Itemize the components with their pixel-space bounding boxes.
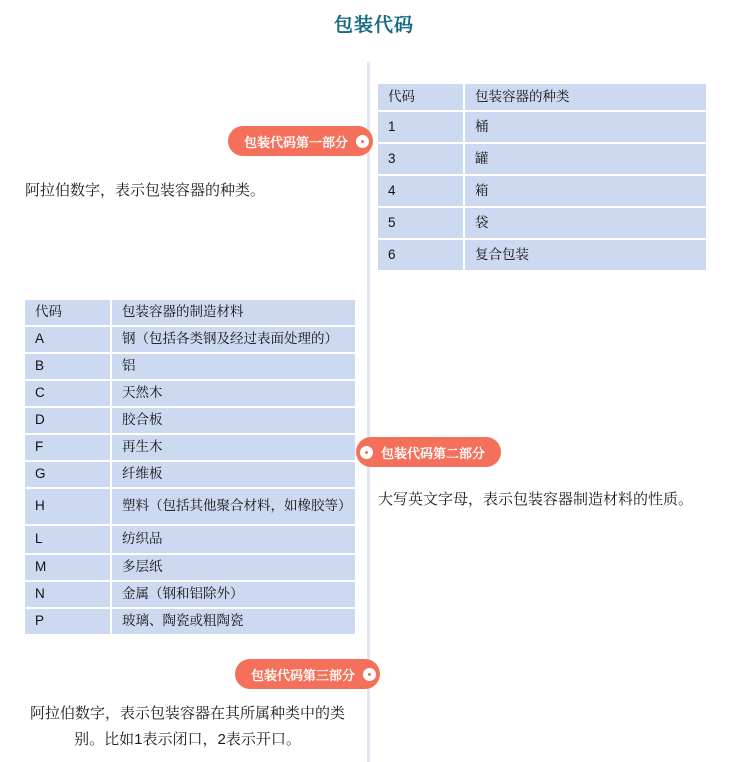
table-header-row	[25, 300, 355, 325]
table-row	[378, 176, 706, 206]
table-cell: 多层纸	[112, 555, 355, 580]
table-row	[25, 408, 355, 433]
target-ring-icon	[360, 446, 373, 459]
table-cell: 3	[378, 144, 463, 174]
table-cell: 复合包装	[465, 240, 706, 270]
table-cell: 纤维板	[112, 462, 355, 487]
table-cell: 罐	[465, 144, 706, 174]
table-row	[25, 582, 355, 607]
table-row	[378, 144, 706, 174]
table-header-cell: 代码	[378, 84, 463, 110]
table-cell: N	[25, 582, 110, 607]
badge-part1	[228, 126, 373, 156]
table-cell: B	[25, 354, 110, 379]
badge-part2-label: 包装代码第二部分	[381, 445, 486, 461]
badge-part3	[235, 659, 380, 689]
table-row	[378, 240, 706, 270]
table-row	[25, 555, 355, 580]
table-cell: 胶合板	[112, 408, 355, 433]
badge-part1-label: 包装代码第一部分	[243, 134, 348, 150]
table-row	[378, 112, 706, 142]
table-row	[25, 354, 355, 379]
table-cell: A	[25, 327, 110, 352]
table-row	[25, 327, 355, 352]
table-row	[25, 526, 355, 553]
table-cell: 玻璃、陶瓷或粗陶瓷	[112, 609, 355, 634]
table-cell: 箱	[465, 176, 706, 206]
material-table	[25, 300, 355, 634]
table-header-row	[378, 84, 706, 110]
vertical-divider	[367, 62, 370, 762]
table-header-cell: 代码	[25, 300, 110, 325]
table-cell: 塑料（包括其他聚合材料，如橡胶等）	[112, 489, 355, 524]
table-cell: H	[25, 489, 110, 524]
table-cell: 1	[378, 112, 463, 142]
table-cell: M	[25, 555, 110, 580]
page-title: 包装代码	[333, 15, 414, 36]
table-cell: 天然木	[112, 381, 355, 406]
table-row	[25, 489, 355, 524]
table-cell: C	[25, 381, 110, 406]
table-row	[25, 435, 355, 460]
table-cell: 金属（钢和铝除外）	[112, 582, 355, 607]
table-cell: 5	[378, 208, 463, 238]
table-cell: F	[25, 435, 110, 460]
table-cell: L	[25, 526, 110, 553]
part1-description: 阿拉伯数字，表示包装容器的种类。	[25, 182, 266, 199]
table-row	[378, 208, 706, 238]
container-type-table	[378, 84, 706, 270]
table-row	[25, 609, 355, 634]
table-cell: 袋	[465, 208, 706, 238]
part2-description: 大写英文字母，表示包装容器制造材料的性质。	[378, 491, 694, 508]
part3-description: 阿拉伯数字，表示包装容器在其所属种类中的类别。比如1表示闭口，2表示开口。	[29, 705, 345, 748]
target-ring-icon	[363, 668, 376, 681]
table-cell: 纺织品	[112, 526, 355, 553]
table-row	[25, 462, 355, 487]
badge-part2	[356, 437, 501, 467]
target-ring-icon	[356, 135, 369, 148]
table-cell: 钢（包括各类钢及经过表面处理的）	[112, 327, 355, 352]
table-cell: D	[25, 408, 110, 433]
table-cell: 铝	[112, 354, 355, 379]
table-cell: P	[25, 609, 110, 634]
table-cell: 6	[378, 240, 463, 270]
table-header-cell: 包装容器的种类	[465, 84, 706, 110]
table-cell: 桶	[465, 112, 706, 142]
table-row	[25, 381, 355, 406]
table-cell: G	[25, 462, 110, 487]
table-header-cell: 包装容器的制造材料	[112, 300, 355, 325]
badge-part3-label: 包装代码第三部分	[250, 667, 355, 683]
table-cell: 4	[378, 176, 463, 206]
table-cell: 再生木	[112, 435, 355, 460]
